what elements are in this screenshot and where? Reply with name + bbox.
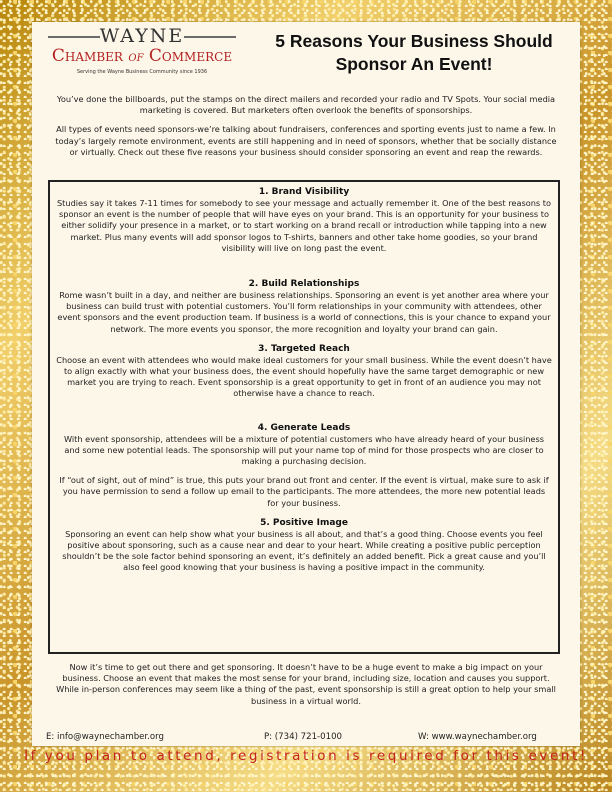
contact-bar [32, 732, 580, 744]
reason-body: Studies say it takes 7-11 times for somebody to see your message and actually remember it. One of the best reasons to sponsor an event is the number of people that will have eyes on your brand. This is an opportunity for your business to either solidify your presence in a market, or to start working on a brand recall or introduction while tapping into a new market. Plus many events will add sponsor logos to T-shirts, banners and other take home goodies, so your brand visibility will live on long past the event. [56, 198, 552, 253]
reason-body-2: If “out of sight, out of mind” is true, this puts your brand out front and center. If the event is virtual, make sure to ask if you have permission to send a follow up email to the participants. The more attendees, the more new potential leads for your business. [59, 475, 549, 508]
contact-website[interactable]: W: www.waynechamber.org [418, 732, 537, 742]
reason-positive-image [56, 517, 552, 574]
chamber-logo [42, 26, 242, 75]
reason-build-relationships [56, 278, 552, 335]
closing-paragraph: Now it’s time to get out there and get sponsoring. It doesn’t have to be a huge event to make a big impact on your business. Choose an event that makes the most sense for your brand, including size, location and causes you support. While in-person conferences may seem like a thing of the past, event sponsorship is still a great option to help your small business in a virtual world. [56, 662, 556, 706]
reason-title: 3. Targeted Reach [258, 343, 350, 354]
flyer-panel [32, 22, 580, 746]
logo-wayne: WAYNE [99, 25, 185, 47]
reason-title: 2. Build Relationships [248, 279, 360, 290]
logo-of-word: of [128, 49, 144, 65]
title-line-2: Sponsor An Event! [335, 54, 493, 74]
title-line-1: 5 Reasons Your Business Should [275, 31, 553, 51]
reason-title: 4. Generate Leads [257, 422, 351, 433]
logo-tagline: Serving the Wayne Business Community since 1936 [76, 69, 208, 75]
reason-title: 1. Brand Visibility [258, 187, 350, 197]
reason-title: 5. Positive Image [260, 517, 348, 528]
logo-rule-left [48, 36, 100, 38]
logo-rule-right [184, 36, 236, 38]
reasons-box [48, 180, 560, 654]
reason-targeted-reach [56, 343, 552, 400]
contact-email[interactable]: E: info@waynechamber.org [46, 732, 165, 742]
reason-body: Rome wasn’t built in a day, and neither are business relationships. Sponsoring an event is yet another area where your business can build trust with potential customers. You’ll form relationships in your community with attendees, other event sponsors and the event production team. If business is a world of connections, this is your chance to expand your network. The more events you sponsor, the more recognition and loyalty your brand can gain. [57, 290, 551, 334]
logo-commerce-word: Commerce [148, 46, 233, 66]
reason-body: Sponsoring an event can help show what your business is all about, and that’s a good thing. Choose events you feel positive about sponsoring, such as a cause near and dear to your heart. While creating a positive public perception shouldn’t be the sole factor behind sponsoring an event, it’s definitely an added benefit. Pick a great cause and you’ll also feel good knowing that your business is having a positive impact in the community. [62, 528, 546, 573]
reason-brand-visibility [56, 186, 552, 254]
logo-chamber-of-commerce [42, 46, 242, 67]
contact-phone[interactable]: P: (734) 721-0100 [264, 732, 343, 742]
registration-banner: If you plan to attend, registration is required for this event! [24, 748, 588, 764]
logo-chamber-word: Chamber [51, 46, 123, 66]
page-title [254, 30, 574, 76]
reason-body: With event sponsorship, attendees will be a mixture of potential customers who have already heard of your business and some new potential leads. The sponsorship will put your name top of mind for those prospects who are closer to making a purchasing decision. [63, 433, 544, 467]
intro-paragraph-2: All types of events need sponsors-we’re talking about fundraisers, conferences and sporting events just to name a few. In today’s largely remote environment, events are still happening and in need of sponsors, whether that be socially distance or virtually. Check out these five reasons your business should consider sponsoring an event and reap the rewards. [55, 124, 557, 157]
intro-paragraph-1: You’ve done the billboards, put the stamps on the direct mailers and recorded your radio and TV Spots. Your social media marketing is covered. But marketers often overlook the benefits of sponsorships. [56, 94, 556, 116]
reason-generate-leads [56, 422, 552, 509]
intro-text [52, 94, 560, 166]
reason-body: Choose an event with attendees who would make ideal customers for your small business. While the event doesn’t have to align exactly with what your business does, the event should hopefully have the same target demographic or new market you are trying to reach. Event sponsorship is a great opportunity to get in front of an audience you may not otherwise have a chance to reach. [56, 354, 552, 399]
